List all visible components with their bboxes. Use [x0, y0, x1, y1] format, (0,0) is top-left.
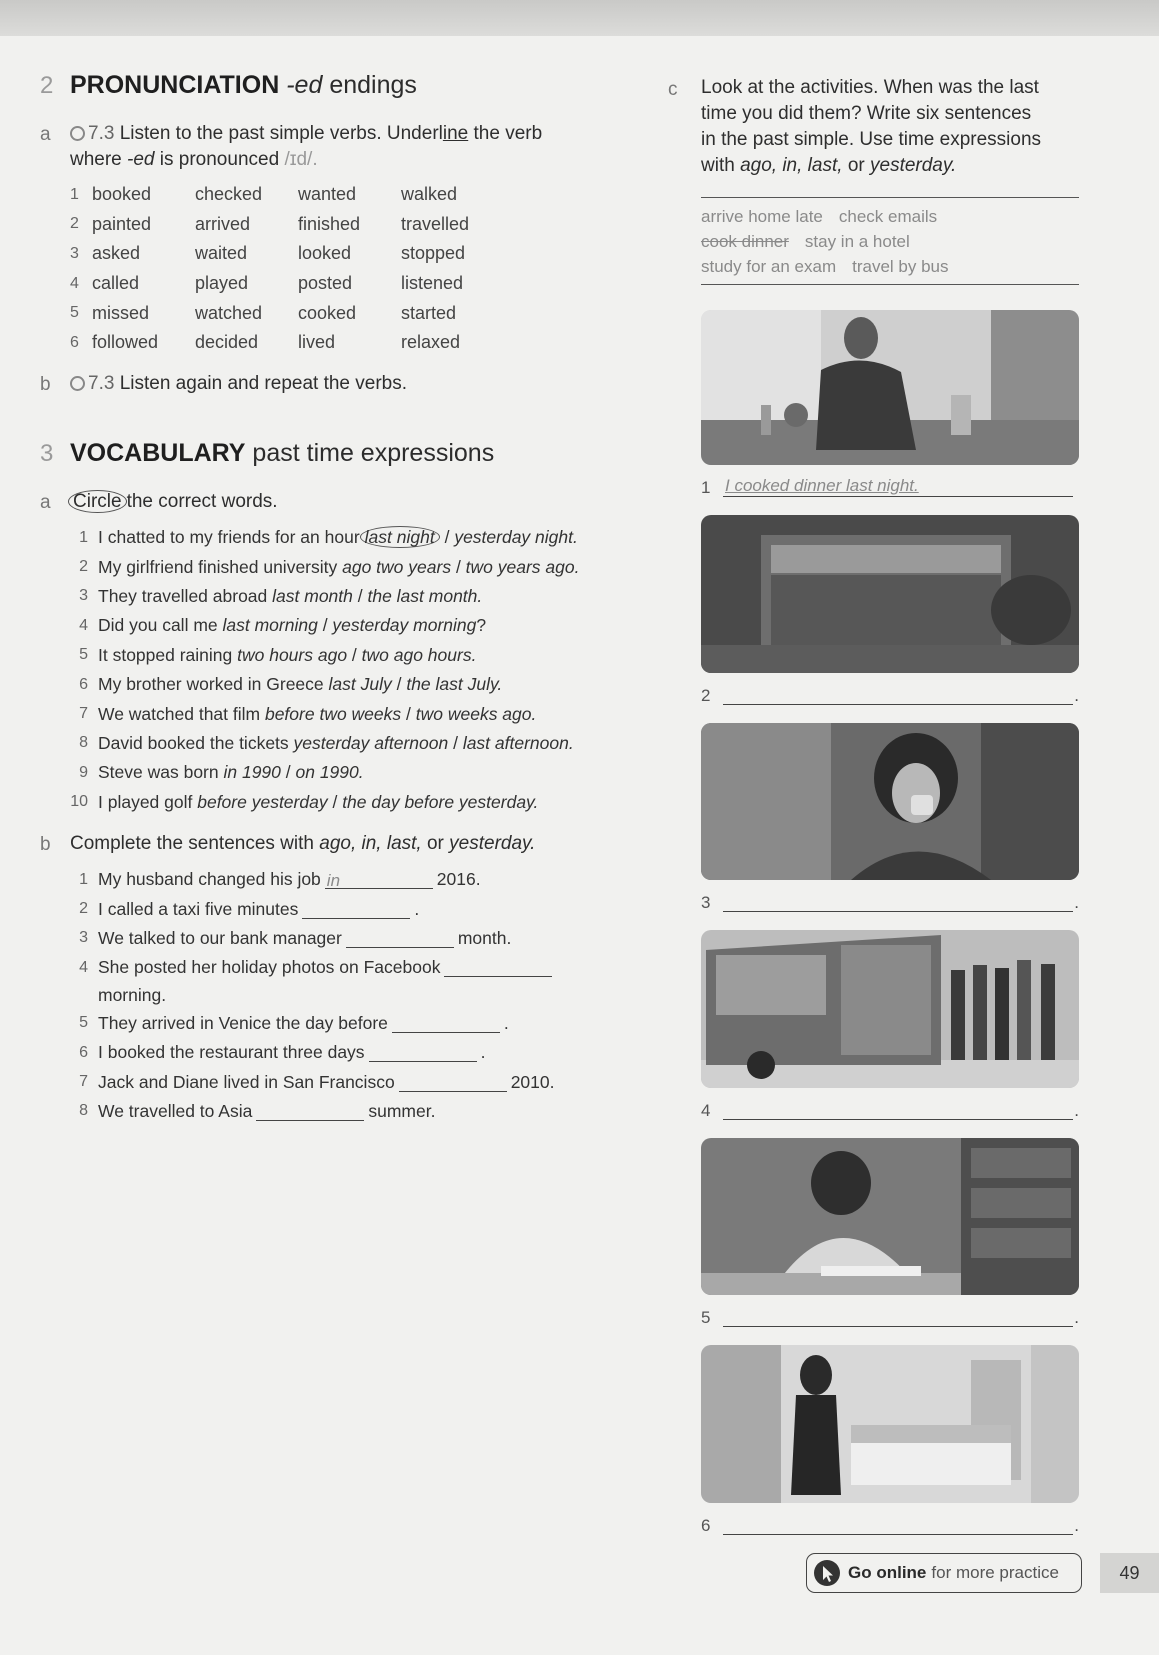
activity: study for an exam [701, 257, 837, 276]
option[interactable]: before yesterday [197, 791, 328, 812]
section3b-text2: or [426, 833, 444, 854]
exercise-item [58, 729, 618, 758]
item-number: 6 [79, 1043, 88, 1061]
underline-example: ine [442, 123, 469, 144]
answer-line[interactable] [701, 1305, 1079, 1331]
page-top-band [0, 0, 1159, 36]
section2a-instructions [70, 121, 610, 173]
circle-exercise-list [58, 523, 618, 817]
option[interactable]: the last month. [367, 585, 483, 606]
section3b-letter: b [40, 834, 51, 855]
item-text: My husband changed his job [98, 869, 321, 890]
photo-studying [701, 1138, 1079, 1295]
section3b-text1: Complete the sentences with [70, 833, 314, 854]
row-number: 3 [70, 244, 79, 262]
option[interactable]: on 1990. [295, 762, 364, 783]
verb[interactable]: listened [401, 273, 464, 294]
section2b-letter: b [40, 374, 51, 395]
answer [256, 1103, 258, 1122]
section3a-letter: a [40, 492, 51, 513]
item-text: My girlfriend finished university [98, 556, 343, 577]
item-text: I called a taxi five minutes [98, 898, 299, 919]
verb[interactable]: painted [92, 213, 152, 234]
verb[interactable]: travelled [401, 213, 470, 234]
section3b-italic: ago, in, last, [319, 833, 422, 854]
option-circled[interactable]: last night [360, 526, 440, 548]
item-text: We watched that film [98, 703, 265, 724]
verb[interactable]: checked [195, 184, 263, 205]
instr-line: Look at the activities. When was the last [701, 77, 1039, 98]
separator: / [451, 556, 466, 577]
section-c-instructions [701, 75, 1111, 179]
verb[interactable]: lived [298, 332, 336, 353]
item-number: 2 [79, 900, 88, 918]
verb-row [70, 239, 510, 269]
verb[interactable]: followed [92, 332, 159, 353]
row-number: 4 [70, 274, 79, 292]
gapfill-item-continuation [58, 983, 618, 1009]
gapfill-item [58, 1009, 618, 1038]
verb[interactable]: started [401, 302, 457, 323]
item-number: 1 [79, 528, 88, 546]
verb[interactable]: called [92, 273, 140, 294]
instr-text4: is pronounced [159, 149, 280, 170]
gapfill-item [58, 865, 618, 894]
instr-line: in the past simple. Use time expressions [701, 129, 1042, 150]
item-end: 2016. [436, 869, 481, 890]
section2-title-rest: endings [329, 71, 417, 99]
separator: / [352, 585, 368, 606]
page-number: 49 [1100, 1553, 1159, 1593]
answer [392, 1015, 394, 1034]
item-number: 10 [70, 793, 88, 811]
activity: check emails [838, 207, 938, 226]
option[interactable]: in 1990 [223, 762, 281, 783]
item-text: We talked to our bank manager [98, 927, 342, 948]
section3-title-bold: VOCABULARY [70, 439, 246, 467]
verb[interactable]: stopped [401, 243, 466, 264]
exercise-item [58, 582, 618, 611]
gapfill-item [58, 1038, 618, 1067]
period: . [1074, 1308, 1079, 1327]
item-number: 8 [79, 734, 88, 752]
item-end: ? [476, 615, 487, 636]
item-text: We travelled to Asia [98, 1100, 253, 1121]
section2-title [70, 71, 417, 100]
row-number: 5 [70, 304, 79, 322]
item-text: Steve was born [98, 762, 224, 783]
separator: / [401, 703, 416, 724]
answer-blank[interactable] [325, 870, 433, 889]
go-online-bold: Go online [848, 1563, 927, 1582]
instr-italic2: yesterday. [870, 155, 957, 176]
photo-woman-drinking [701, 723, 1079, 880]
gapfill-item [58, 924, 618, 953]
answer [302, 901, 304, 920]
item-text: David booked the tickets [98, 732, 294, 753]
answer-line[interactable] [701, 1098, 1079, 1124]
verb[interactable]: missed [92, 302, 150, 323]
wordbox-line [701, 204, 1079, 229]
section3a-instructions [68, 489, 278, 515]
item-number: 7 [79, 1073, 88, 1091]
separator: / [391, 674, 407, 695]
option[interactable]: two years ago. [465, 556, 580, 577]
go-online-rest: for more practice [931, 1563, 1059, 1582]
answer-number: 2 [701, 686, 711, 705]
exercise-item [58, 788, 618, 817]
answer-number: 5 [701, 1308, 711, 1327]
item-text: I chatted to my friends for an hour [98, 527, 360, 548]
answer-blank[interactable] [399, 1073, 507, 1092]
cursor-icon [814, 1560, 840, 1586]
instr-line: time you did them? Write six sentences [701, 103, 1032, 124]
item-number: 4 [79, 616, 88, 634]
answer-blank[interactable] [444, 958, 552, 977]
item-text: She posted her holiday photos on Facebook [98, 957, 441, 978]
item-number: 4 [79, 958, 88, 976]
audio-icon[interactable] [70, 376, 85, 391]
track-number: 7.3 [88, 123, 115, 144]
item-text: It stopped raining [98, 644, 238, 665]
wordbox-line [701, 229, 1079, 254]
separator: / [448, 732, 463, 753]
gapfill-list [58, 865, 618, 1126]
item-number: 9 [79, 763, 88, 781]
item-number: 1 [79, 870, 88, 888]
option[interactable]: last July [328, 674, 392, 695]
verb[interactable]: arrived [195, 213, 251, 234]
option[interactable]: two weeks ago. [415, 703, 537, 724]
section2b-instructions [70, 371, 407, 397]
exercise-item [58, 670, 618, 699]
instr-text1: Listen to the past simple verbs. Underl [119, 123, 443, 144]
item-number: 2 [79, 558, 88, 576]
instr-pre: with [701, 155, 735, 176]
verb[interactable]: wanted [298, 184, 357, 205]
separator: / [439, 527, 455, 548]
item-end: . [480, 1042, 486, 1063]
verb-row [70, 210, 510, 240]
verb[interactable]: played [195, 273, 249, 294]
row-number: 2 [70, 215, 79, 233]
verb[interactable]: cooked [298, 302, 357, 323]
item-number: 6 [79, 675, 88, 693]
item-end: . [503, 1012, 509, 1033]
verb[interactable]: booked [92, 184, 152, 205]
audio-icon[interactable] [70, 126, 85, 141]
verb[interactable]: decided [195, 332, 259, 353]
verb[interactable]: watched [195, 302, 263, 323]
exercise-item [58, 611, 618, 640]
wordbox-line [701, 254, 1079, 279]
photo-cooking [701, 310, 1079, 465]
section2-title-bold: PRONUNCIATION [70, 71, 280, 99]
answer [369, 1044, 371, 1063]
answer [444, 959, 446, 978]
verb-grid [70, 180, 510, 358]
section2-number: 2 [40, 72, 54, 99]
option[interactable]: last morning [222, 615, 318, 636]
period: . [1074, 686, 1079, 705]
circle-word: Circle [68, 490, 127, 513]
answer-blank[interactable] [369, 1043, 477, 1062]
option[interactable]: last month [272, 585, 353, 606]
answer-number: 6 [701, 1516, 711, 1535]
instr-or: or [847, 155, 865, 176]
option[interactable]: two hours ago [237, 644, 348, 665]
photo-garage [701, 515, 1079, 673]
separator: / [327, 791, 343, 812]
option[interactable]: the last July. [406, 674, 503, 695]
row-number: 1 [70, 185, 79, 203]
option[interactable]: two ago hours. [361, 644, 477, 665]
section3b-instructions [70, 831, 535, 857]
exercise-item [58, 641, 618, 670]
exercise-item [58, 523, 618, 552]
verb[interactable]: relaxed [401, 332, 461, 353]
verb-row [70, 328, 510, 358]
verb-row [70, 180, 510, 210]
item-text: I played golf [98, 791, 198, 812]
item-end: summer. [368, 1100, 436, 1121]
answer-underline [723, 496, 1073, 497]
verb[interactable]: finished [298, 213, 361, 234]
verb-row [70, 269, 510, 299]
item-number: 5 [79, 1014, 88, 1032]
verb[interactable]: walked [401, 184, 458, 205]
answer-number: 1 [701, 478, 711, 497]
instr-text2: the verb [473, 123, 543, 144]
item-text: My brother worked in Greece [98, 674, 329, 695]
separator: / [280, 762, 296, 783]
answer-blank[interactable] [256, 1102, 364, 1121]
answer-line[interactable] [701, 1513, 1079, 1539]
exercise-item [58, 758, 618, 787]
option[interactable]: last afternoon. [462, 732, 574, 753]
item-end: . [414, 898, 420, 919]
separator: / [317, 615, 333, 636]
answer-underline [723, 911, 1073, 912]
answer-underline [723, 1326, 1073, 1327]
photo-hotel [701, 1345, 1079, 1503]
item-text-line2: morning. [98, 985, 167, 1006]
section3a-rest: the correct words. [126, 491, 278, 512]
option[interactable]: before two weeks [264, 703, 402, 724]
answer [399, 1074, 401, 1093]
section2b-text: Listen again and repeat the verbs. [119, 373, 408, 394]
option[interactable]: yesterday morning [332, 615, 477, 636]
sample-answer: in [326, 871, 341, 891]
option[interactable]: ago two years [342, 556, 452, 577]
activity-crossed: cook dinner [701, 232, 789, 251]
item-number: 3 [79, 587, 88, 605]
verb[interactable]: waited [195, 243, 248, 264]
instr-text3: where [70, 149, 122, 170]
activity: stay in a hotel [804, 232, 910, 251]
gapfill-item [58, 953, 618, 982]
answer-underline [723, 1119, 1073, 1120]
item-number: 5 [79, 646, 88, 664]
answer-underline [723, 704, 1073, 705]
separator: / [347, 644, 362, 665]
ipa-symbol: /ɪd/. [284, 149, 318, 170]
section2a-letter: a [40, 124, 51, 145]
item-text: They travelled abroad [98, 585, 273, 606]
go-online-button[interactable] [806, 1553, 1082, 1593]
answer-number: 4 [701, 1101, 711, 1120]
item-number: 3 [79, 929, 88, 947]
option[interactable]: yesterday night. [454, 527, 578, 548]
item-text: I booked the restaurant three days [98, 1042, 365, 1063]
answer-number: 3 [701, 893, 711, 912]
verb[interactable]: posted [298, 273, 353, 294]
answer-blank[interactable] [392, 1014, 500, 1033]
period: . [1074, 893, 1079, 912]
option[interactable]: yesterday afternoon [293, 732, 449, 753]
item-number: 8 [79, 1102, 88, 1120]
section3-number: 3 [40, 440, 54, 467]
option[interactable]: the day before yesterday. [342, 791, 539, 812]
verb[interactable]: asked [92, 243, 141, 264]
period: . [1074, 1101, 1079, 1120]
answer-blank[interactable] [302, 900, 410, 919]
answer-blank[interactable] [346, 929, 454, 948]
gapfill-item [58, 894, 618, 923]
track-number: 7.3 [88, 373, 115, 394]
period: . [1074, 1516, 1079, 1535]
item-text: Did you call me [98, 615, 223, 636]
section3-title-rest: past time expressions [252, 439, 495, 467]
answer-line[interactable] [701, 683, 1079, 709]
activities-wordbox [701, 197, 1079, 285]
activity: arrive home late [701, 207, 823, 226]
exercise-item [58, 552, 618, 581]
instr-ed: -ed [127, 149, 155, 170]
answer-underline [723, 1534, 1073, 1535]
sample-answer: I cooked dinner last night. [725, 476, 919, 495]
instr-line [701, 153, 1111, 179]
answer-line[interactable] [701, 475, 1079, 501]
item-text: Jack and Diane lived in San Francisco [98, 1071, 395, 1092]
row-number: 6 [70, 333, 79, 351]
photo-bus [701, 930, 1079, 1088]
item-end: 2010. [510, 1071, 555, 1092]
item-end: month. [457, 927, 512, 948]
exercise-item [58, 699, 618, 728]
item-number: 7 [79, 705, 88, 723]
section-c-letter: c [668, 79, 678, 100]
activity: travel by bus [852, 257, 949, 276]
answer-line[interactable] [701, 890, 1079, 916]
section2-title-italic: -ed [286, 71, 323, 99]
gapfill-item [58, 1097, 618, 1126]
section3b-italic-last: yesterday. [449, 833, 536, 854]
answer [346, 930, 348, 949]
verb[interactable]: looked [298, 243, 352, 264]
gapfill-item [58, 1067, 618, 1096]
item-text: They arrived in Venice the day before [98, 1012, 388, 1033]
section3-title [70, 439, 494, 468]
verb-row [70, 298, 510, 328]
instr-italic: ago, in, last, [740, 155, 843, 176]
